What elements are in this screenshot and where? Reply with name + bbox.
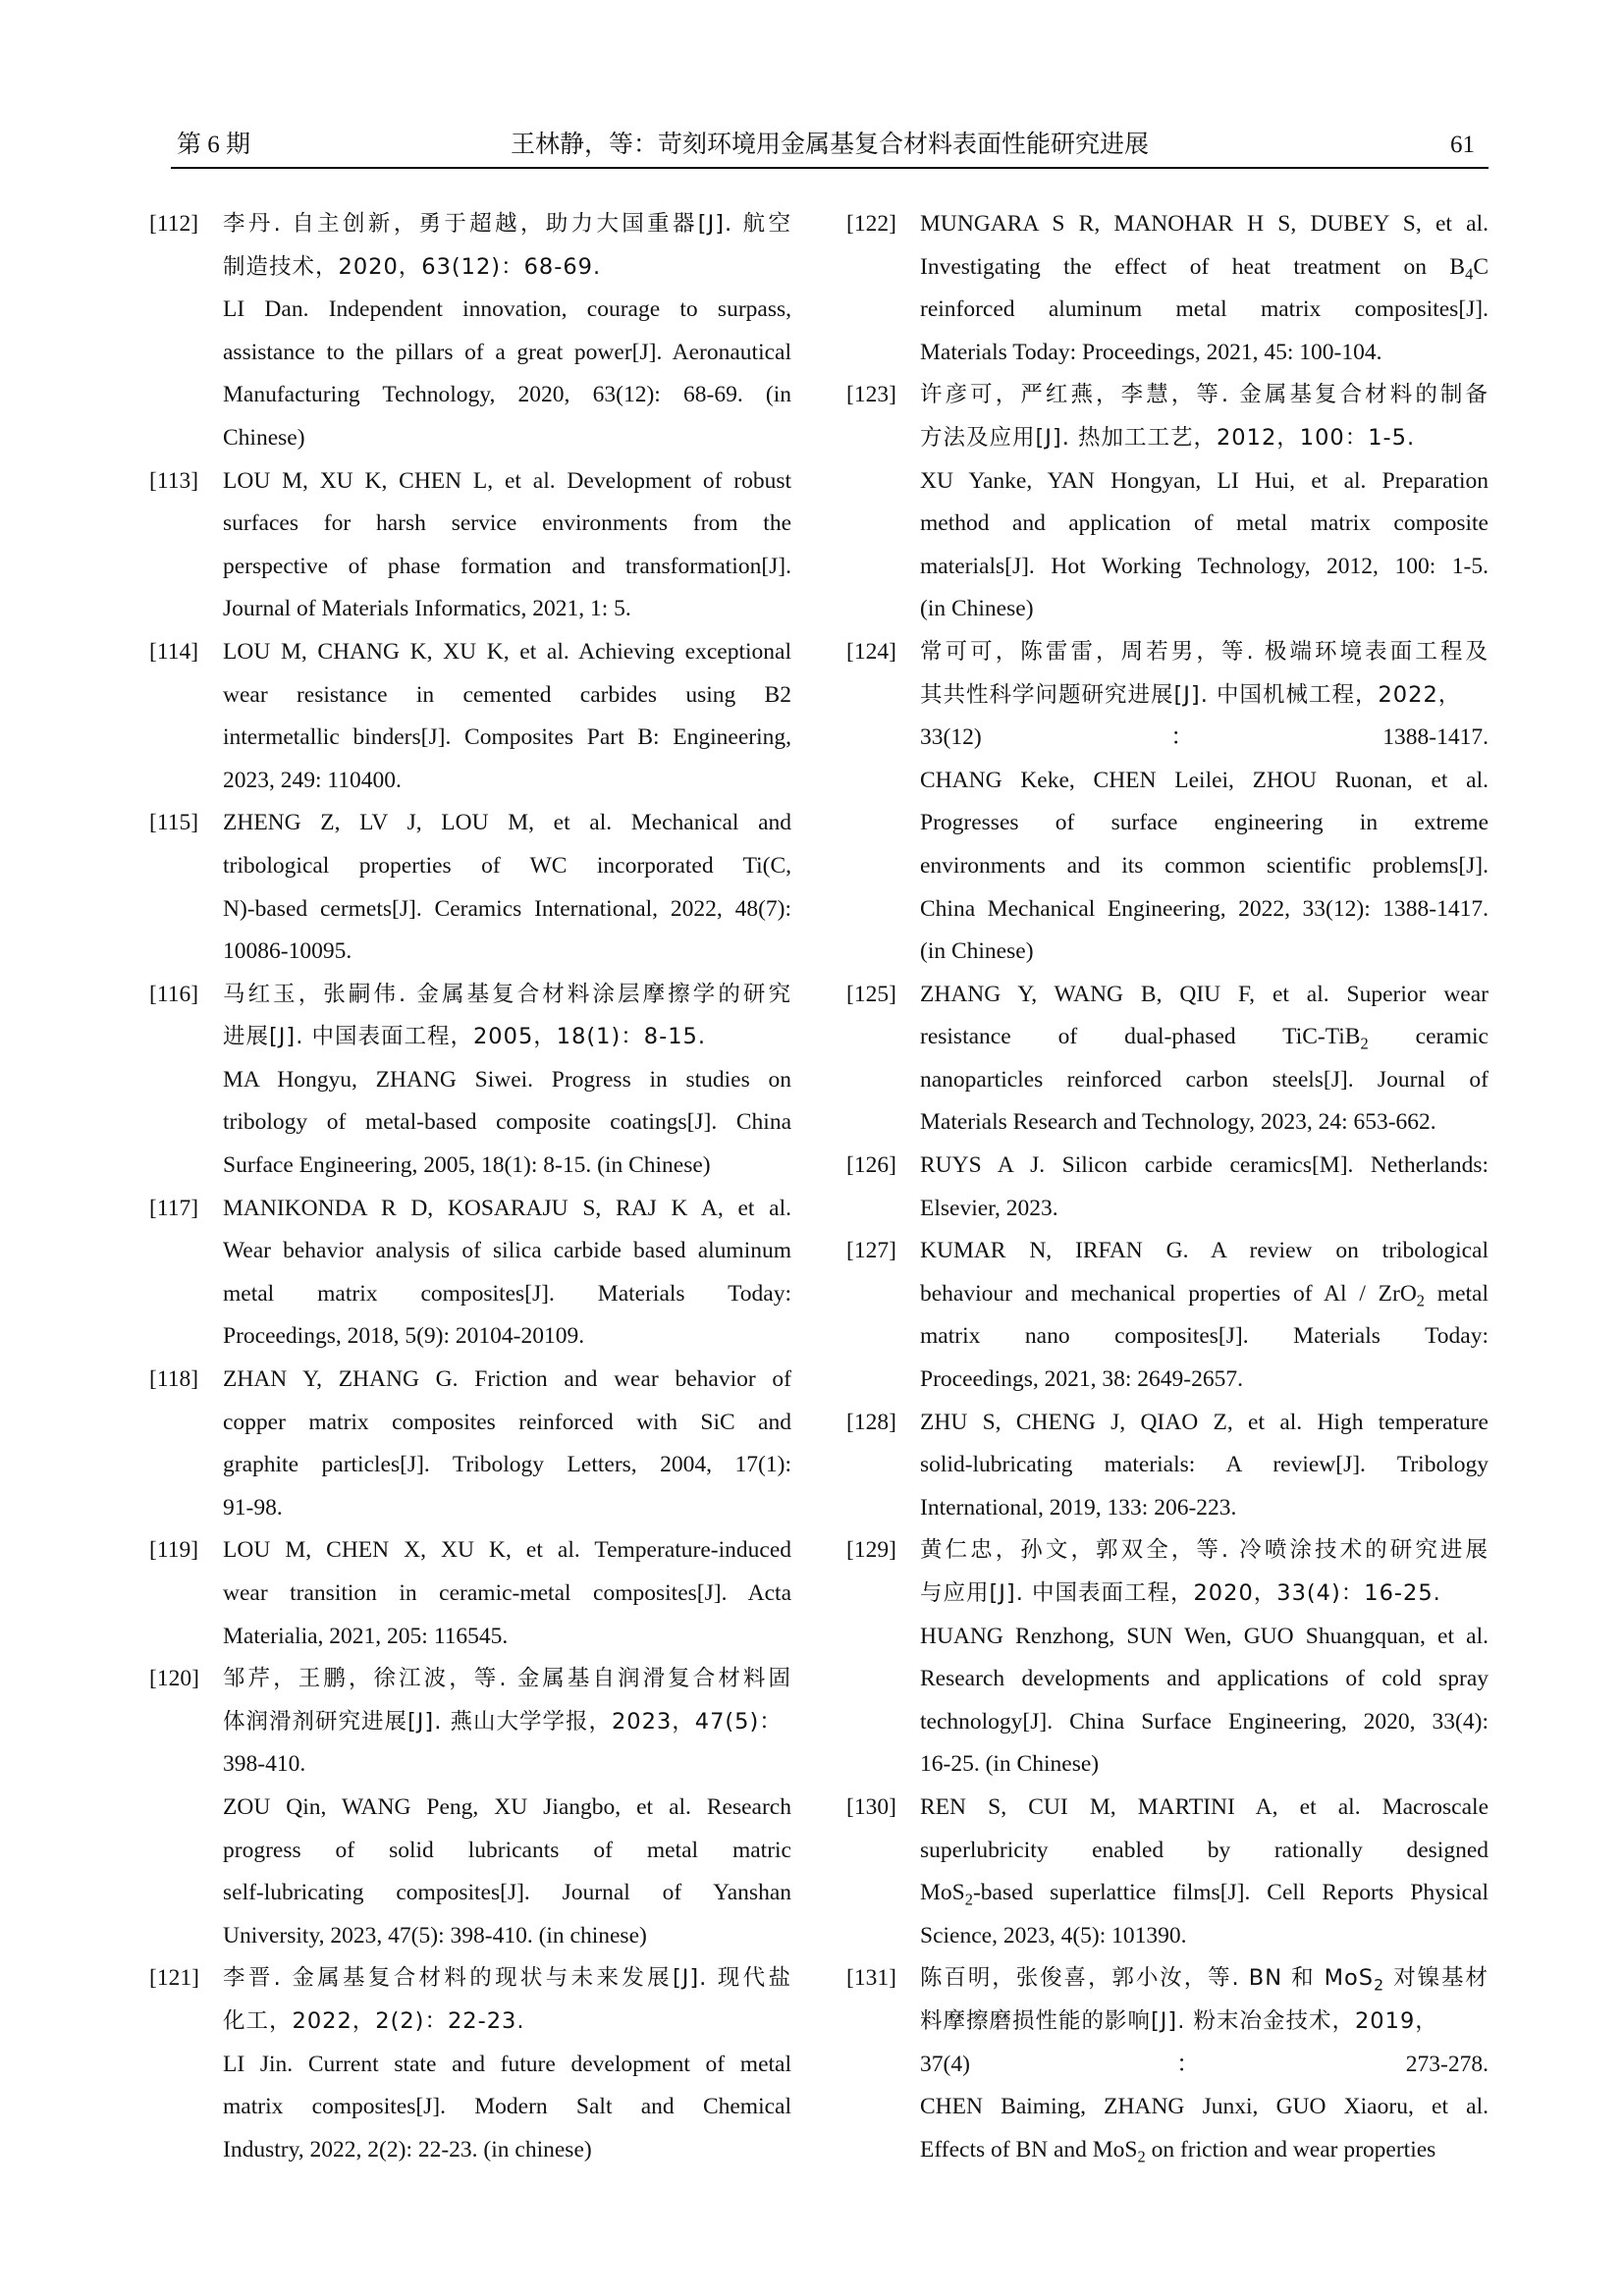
reference-line: superlubricity enabled by rationally designed <box>920 1837 1489 1863</box>
reference-line: graphite particles[J]. Tribology Letters, 2004, 17(1): <box>223 1452 791 1478</box>
reference-line: wear transition in ceramic-metal composites[J]. Acta <box>223 1580 791 1606</box>
reference-line: N)-based cermets[J]. Ceramics International, 2022, 48(7): <box>223 895 791 922</box>
reference-line: Effects of BN and MoS$_2$ on friction and wear properties <box>920 2136 1436 2166</box>
reference-line: LI Dan. Independent innovation, courage to surpass, <box>223 296 791 323</box>
reference-number: [117] <box>149 1195 199 1221</box>
left-reference-column <box>149 203 791 2171</box>
reference-line: MoS$_2$-based superlattice films[J]. Cell Reports Physical <box>920 1880 1489 1909</box>
reference-line: Proceedings, 2018, 5(9): 20104-20109. <box>223 1323 585 1350</box>
reference-line: self-lubricating composites[J]. Journal of Yanshan <box>223 1880 791 1906</box>
reference-line: behaviour and mechanical properties of Al / ZrO$_2$ metal <box>920 1280 1489 1310</box>
reference-line: Industry, 2022, 2(2): 22-23. (in chinese) <box>223 2136 592 2163</box>
reference-line: China Mechanical Engineering, 2022, 33(12): 1388-1417. <box>920 895 1489 922</box>
reference-number: [126] <box>846 1152 896 1179</box>
reference-line: 李丹. 自主创新，勇于超越，助力大国重器[J]. 航空 <box>223 211 791 237</box>
reference-line: 常可可，陈雷雷，周若男，等. 极端环境表面工程及 <box>920 638 1489 665</box>
reference-line: Materials Research and Technology, 2023, 24: 653-662. <box>920 1109 1436 1136</box>
reference-entry <box>149 1658 791 1957</box>
reference-line: Research developments and applications of cold spray <box>920 1666 1489 1692</box>
reference-number: [131] <box>846 1965 896 1992</box>
reference-line: 其共性科学问题研究进展[J]. 中国机械工程，2022， <box>920 681 1462 708</box>
right-reference-column <box>846 203 1489 2171</box>
reference-number: [119] <box>149 1537 199 1564</box>
issue-number: 第 6 期 <box>177 132 251 158</box>
reference-entry <box>149 974 791 1188</box>
reference-line: 91-98. <box>223 1494 283 1521</box>
reference-line: Proceedings, 2021, 38: 2649-2657. <box>920 1366 1243 1393</box>
reference-entry <box>149 1957 791 2171</box>
reference-line: (in Chinese) <box>920 596 1034 622</box>
reference-number: [120] <box>149 1666 199 1692</box>
reference-line: REN S, CUI M, MARTINI A, et al. Macroscale <box>920 1793 1489 1820</box>
reference-entry <box>149 203 791 460</box>
reference-entry <box>149 1529 791 1658</box>
reference-entry <box>846 974 1489 1145</box>
reference-line: Materialia, 2021, 205: 116545. <box>223 1623 509 1649</box>
reference-number: [123] <box>846 382 896 408</box>
reference-line: 马红玉，张嗣伟. 金属基复合材料涂层摩擦学的研究 <box>223 981 791 1007</box>
reference-line: Journal of Materials Informatics, 2021, 1: 5. <box>223 596 631 622</box>
reference-entry <box>846 631 1489 974</box>
reference-line: ZHENG Z, LV J, LOU M, et al. Mechanical and <box>223 810 791 836</box>
reference-line: 398-410. <box>223 1751 306 1778</box>
reference-line: KUMAR N, IRFAN G. A review on tribological <box>920 1238 1489 1264</box>
reference-entry <box>149 802 791 973</box>
reference-line: MA Hongyu, ZHANG Siwei. Progress in studies on <box>223 1066 791 1093</box>
reference-number: [116] <box>149 981 199 1007</box>
running-header <box>171 124 1489 167</box>
reference-entry <box>149 460 791 631</box>
reference-line: University, 2023, 47(5): 398-410. (in chinese) <box>223 1922 647 1949</box>
reference-line: (in Chinese) <box>920 938 1034 965</box>
reference-line: tribological properties of WC incorporated Ti(C, <box>223 852 791 879</box>
reference-line: progress of solid lubricants of metal matric <box>223 1837 791 1863</box>
reference-line: surfaces for harsh service environments from the <box>223 510 791 537</box>
reference-number: [128] <box>846 1409 896 1435</box>
reference-line: 黄仁忠，孙文，郭双全，等. 冷喷涂技术的研究进展 <box>920 1537 1489 1564</box>
reference-line: 10086-10095. <box>223 938 352 965</box>
reference-line: matrix composites[J]. Modern Salt and Chemical <box>223 2094 791 2120</box>
reference-entry <box>846 1145 1489 1230</box>
reference-line: wear resistance in cemented carbides using B2 <box>223 681 791 708</box>
reference-line: technology[J]. China Surface Engineering, 2020, 33(4): <box>920 1708 1489 1735</box>
reference-entry <box>149 1359 791 1529</box>
reference-line: copper matrix composites reinforced with SiC and <box>223 1409 791 1435</box>
reference-line: LI Jin. Current state and future development of metal <box>223 2051 791 2077</box>
reference-line: International, 2019, 133: 206-223. <box>920 1494 1237 1521</box>
reference-line: ZHANG Y, WANG B, QIU F, et al. Superior wear <box>920 981 1489 1007</box>
reference-line: Surface Engineering, 2005, 18(1): 8-15. (in Chinese) <box>223 1152 711 1179</box>
reference-line: 李晋. 金属基复合材料的现状与未来发展[J]. 现代盐 <box>223 1965 791 1992</box>
reference-entry <box>846 1957 1489 2171</box>
reference-line: 2023, 249: 110400. <box>223 767 402 793</box>
reference-line: CHANG Keke, CHEN Leilei, ZHOU Ruonan, et al. <box>920 767 1489 793</box>
reference-line: 制造技术，2020，63(12)：68-69. <box>223 253 602 280</box>
reference-line: tribology of metal-based composite coatings[J]. China <box>223 1109 791 1136</box>
reference-line: environments and its common scientific problems[J]. <box>920 852 1489 879</box>
reference-line: ZHAN Y, ZHANG G. Friction and wear behavior of <box>223 1366 791 1393</box>
reference-line: resistance of dual-phased TiC-TiB$_2$ ceramic <box>920 1024 1489 1053</box>
reference-line: solid-lubricating materials: A review[J]. Tribology <box>920 1452 1489 1478</box>
reference-line: 16-25. (in Chinese) <box>920 1751 1100 1778</box>
reference-line: 邹芹，王鹏，徐江波，等. 金属基自润滑复合材料固 <box>223 1666 791 1692</box>
reference-number: [125] <box>846 981 896 1007</box>
reference-line: 33(12)：1388-1417. <box>920 724 1489 751</box>
reference-line: MUNGARA S R, MANOHAR H S, DUBEY S, et al. <box>920 211 1489 237</box>
reference-line: Elsevier, 2023. <box>920 1195 1058 1221</box>
reference-entry <box>846 1529 1489 1787</box>
reference-entry <box>846 1402 1489 1530</box>
reference-line: 与应用[J]. 中国表面工程，2020，33(4)：16-25. <box>920 1580 1441 1606</box>
reference-line: Manufacturing Technology, 2020, 63(12): 68-69. (in <box>223 382 791 408</box>
reference-number: [118] <box>149 1366 199 1393</box>
reference-line: matrix nano composites[J]. Materials Today: <box>920 1323 1489 1350</box>
reference-number: [129] <box>846 1537 896 1564</box>
reference-line: intermetallic binders[J]. Composites Part B: Engineering, <box>223 724 791 751</box>
reference-number: [127] <box>846 1238 896 1264</box>
reference-number: [124] <box>846 638 896 665</box>
reference-number: [114] <box>149 638 199 665</box>
reference-number: [121] <box>149 1965 199 1992</box>
reference-line: MANIKONDA R D, KOSARAJU S, RAJ K A, et al. <box>223 1195 791 1221</box>
reference-entry <box>846 374 1489 631</box>
reference-line: 进展[J]. 中国表面工程，2005，18(1)：8-15. <box>223 1024 706 1050</box>
reference-number: [115] <box>149 810 199 836</box>
reference-line: 化工，2022，2(2)：22-23. <box>223 2007 525 2034</box>
reference-line: 许彦可，严红燕，李慧，等. 金属基复合材料的制备 <box>920 382 1489 408</box>
reference-entry <box>846 1230 1489 1401</box>
reference-line: method and application of metal matrix composite <box>920 510 1489 537</box>
reference-line: materials[J]. Hot Working Technology, 2012, 100: 1-5. <box>920 553 1489 579</box>
page-number: 61 <box>1450 132 1475 158</box>
reference-line: XU Yanke, YAN Hongyan, LI Hui, et al. Preparation <box>920 467 1489 494</box>
reference-line: LOU M, CHANG K, XU K, et al. Achieving exceptional <box>223 638 791 665</box>
reference-number: [112] <box>149 211 199 237</box>
reference-line: metal matrix composites[J]. Materials Today: <box>223 1280 791 1307</box>
reference-number: [113] <box>149 467 199 494</box>
reference-line: 体润滑剂研究进展[J]. 燕山大学学报，2023，47(5)： <box>223 1708 783 1735</box>
header-rule <box>171 167 1489 169</box>
reference-line: HUANG Renzhong, SUN Wen, GUO Shuangquan, et al. <box>920 1623 1489 1649</box>
reference-entry <box>149 1188 791 1359</box>
reference-line: assistance to the pillars of a great power[J]. Aeronautical <box>223 339 791 365</box>
reference-line: ZHU S, CHENG J, QIAO Z, et al. High temperature <box>920 1409 1489 1435</box>
reference-line: LOU M, XU K, CHEN L, et al. Development of robust <box>223 467 791 494</box>
reference-line: Progresses of surface engineering in extreme <box>920 810 1489 836</box>
reference-entry <box>846 1787 1489 1957</box>
running-title: 王林静，等：苛刻环境用金属基复合材料表面性能研究进展 <box>510 132 1149 158</box>
reference-line: Chinese) <box>223 424 305 451</box>
reference-entry <box>149 631 791 802</box>
reference-line: nanoparticles reinforced carbon steels[J]. Journal of <box>920 1066 1489 1093</box>
reference-number: [122] <box>846 211 896 237</box>
reference-entry <box>846 203 1489 374</box>
reference-line: 陈百明，张俊喜，郭小汝，等. BN 和 MoS$_2$ 对镍基材 <box>920 1965 1489 1995</box>
reference-line: RUYS A J. Silicon carbide ceramics[M]. Netherlands: <box>920 1152 1489 1179</box>
reference-line: ZOU Qin, WANG Peng, XU Jiangbo, et al. Research <box>223 1793 791 1820</box>
reference-line: Science, 2023, 4(5): 101390. <box>920 1922 1187 1949</box>
reference-line: 方法及应用[J]. 热加工工艺，2012，100：1-5. <box>920 424 1416 451</box>
reference-line: reinforced aluminum metal matrix composites[J]. <box>920 296 1489 323</box>
reference-line: perspective of phase formation and transformation[J]. <box>223 553 791 579</box>
reference-line: CHEN Baiming, ZHANG Junxi, GUO Xiaoru, et al. <box>920 2094 1489 2120</box>
reference-line: 料摩擦磨损性能的影响[J]. 粉末冶金技术，2019， <box>920 2007 1438 2034</box>
reference-line: Wear behavior analysis of silica carbide based aluminum <box>223 1238 791 1264</box>
reference-line: LOU M, CHEN X, XU K, et al. Temperature-induced <box>223 1537 791 1564</box>
reference-line: Investigating the effect of heat treatment on $B_4C$ <box>920 253 1489 284</box>
reference-line: Materials Today: Proceedings, 2021, 45: 100-104. <box>920 339 1382 365</box>
reference-line: 37(4)：273-278. <box>920 2051 1489 2077</box>
reference-number: [130] <box>846 1793 896 1820</box>
